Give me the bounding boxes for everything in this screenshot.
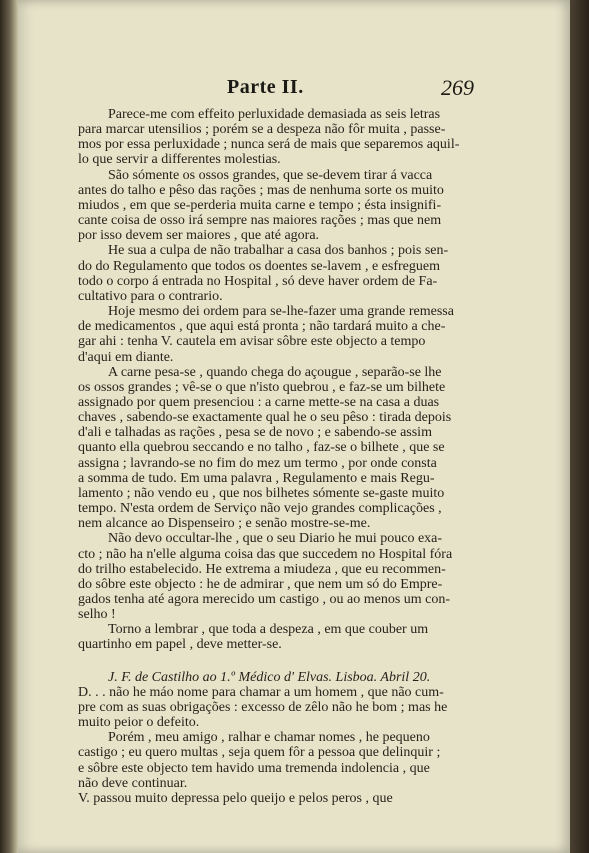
text-line: Não devo occultar-lhe , que o seu Diario he mui pouco exa-: [108, 531, 443, 547]
text-line: muito peior o defeito.: [78, 715, 200, 731]
text-line: D. . . não he máo nome para chamar a um homem , que não cum-: [78, 684, 444, 700]
text-line: do trilho estabelecido. He extrema a miudeza , que eu recommen-: [78, 561, 446, 577]
letter-heading-line: J. F. de Castilho ao 1.º Médico d' Elvas. Lisboa. Abril 20.: [108, 669, 431, 685]
text-line: Porém , meu amigo , ralhar e chamar nomes , he pequeno: [108, 730, 430, 746]
text-line: cante coisa de osso irá sempre nas maiores rações ; mas que nem: [78, 213, 442, 229]
text-line: gados tenha até agora merecido um castigo , ou ao menos um con-: [78, 592, 451, 607]
text-line: não deve continuar.: [78, 775, 188, 791]
running-head: Parte II.: [227, 76, 304, 98]
paragraph: [78, 730, 460, 791]
text-line: e sôbre este objecto tem havido uma tremenda indolencia , que: [78, 760, 430, 776]
text-line: gar ahi : tenha V. cautela em avisar sôbre este objecto a tempo: [78, 334, 426, 350]
text-line: por isso devem ser maiores , que até agora.: [78, 228, 320, 244]
section-spacer: [78, 653, 460, 670]
text-line: pre com as suas obrigações : excesso de zêlo não he bom ; mas he: [78, 699, 448, 715]
paragraph-group: [78, 107, 460, 653]
page-body: [78, 107, 460, 806]
text-line: selho !: [78, 607, 116, 623]
text-line: cultativo para o contrario.: [78, 288, 223, 304]
text-line: V. passou muito depressa pelo queijo e pelos peros , que: [78, 790, 393, 806]
letter-paragraph-group: [78, 685, 460, 806]
text-line: lamento ; não vendo eu , que nos bilhetes sómente se-gaste muito: [78, 485, 445, 501]
text-line: Torno a lembrar , que toda a despeza , em que couber um: [108, 622, 429, 638]
text-line: miudos , em que se-perderia muita carne e tempo ; ésta insignifi-: [78, 197, 442, 213]
paragraph: [78, 791, 460, 806]
paragraph: [78, 107, 460, 168]
text-line: He sua a culpa de não trabalhar a casa dos banhos ; pois sen-: [108, 243, 449, 259]
text-line: castigo ; eu quero multas , seja quem fôr a pessoa que delinquir ;: [78, 745, 441, 761]
paragraph: [78, 685, 460, 730]
text-line: os ossos grandes ; vê-se o que n'isto quebrou , e faz-se um bilhete: [78, 379, 446, 395]
letter-heading: [78, 670, 460, 685]
book-page: [18, 0, 570, 853]
page-edge: [570, 0, 589, 853]
text-line: assignado por quem presenciou : a carne mette-se na casa a duas: [78, 394, 440, 410]
text-line: Parece-me com effeito perluxidade demasiada as seis letras: [108, 107, 441, 122]
text-line: todo o corpo á entrada no Hospital , só deve haver ordem de Fa-: [78, 273, 438, 289]
text-line: tempo. N'esta ordem de Serviço não vejo grandes complicações ,: [78, 501, 442, 517]
text-line: para marcar utensilios ; porém se a despeza não fôr muita , passe-: [78, 122, 446, 138]
text-line: São sómente os ossos grandes, que se-devem tirar á vacca: [108, 167, 433, 183]
text-line: do do Regulamento que todos os doentes se-lavem , e esfreguem: [78, 258, 440, 274]
paragraph: [78, 304, 460, 365]
text-line: cto ; não ha n'elle alguma coisa das que succedem no Hospital fóra: [78, 546, 453, 562]
paragraph: [78, 622, 460, 652]
text-line: Hoje mesmo dei ordem para se-lhe-fazer uma grande remessa: [108, 304, 454, 320]
text-line: mos por essa perluxidade ; nunca será de mais que separemos aquil-: [78, 137, 460, 153]
text-line: a somma de tudo. Em uma palavra , Regulamento e mais Regu-: [78, 470, 435, 486]
text-line: A carne pesa-se , quando chega do açougue , separão-se lhe: [108, 364, 442, 380]
page-number: 269: [441, 75, 474, 100]
paragraph: [78, 168, 460, 244]
text-line: d'ali e talhadas as rações , pesa se de novo ; e sabendo-se assim: [78, 425, 432, 441]
text-line: assigna ; lavrando-se no fim do mez um termo , por onde consta: [78, 455, 437, 471]
paragraph: [78, 531, 460, 622]
text-line: nem alcance ao Dispenseiro ; e senão mostre-se-me.: [78, 516, 371, 532]
text-line: do sôbre este objecto : he de admirar , que nem um só do Empre-: [78, 576, 443, 592]
text-line: lo que servir a differentes molestias.: [78, 152, 281, 168]
text-line: quanto ella quebrou seccando e no talho , faz-se o bilhete , que se: [78, 440, 445, 456]
text-line: d'aqui em diante.: [78, 349, 174, 365]
page-header: [18, 74, 570, 104]
paragraph: [78, 365, 460, 532]
text-line: antes do talho e pêso das rações ; mas de nenhuma sorte os muito: [78, 182, 444, 198]
binding-shadow: [0, 0, 18, 853]
text-line: de medicamentos , que aqui está pronta ; não tardará muito a che-: [78, 319, 446, 335]
paragraph: [78, 243, 460, 304]
text-line: quartinho em papel , deve metter-se.: [78, 637, 282, 653]
text-line: chaves , sabendo-se exactamente qual he o seu pêso : tirada depois: [78, 410, 452, 426]
